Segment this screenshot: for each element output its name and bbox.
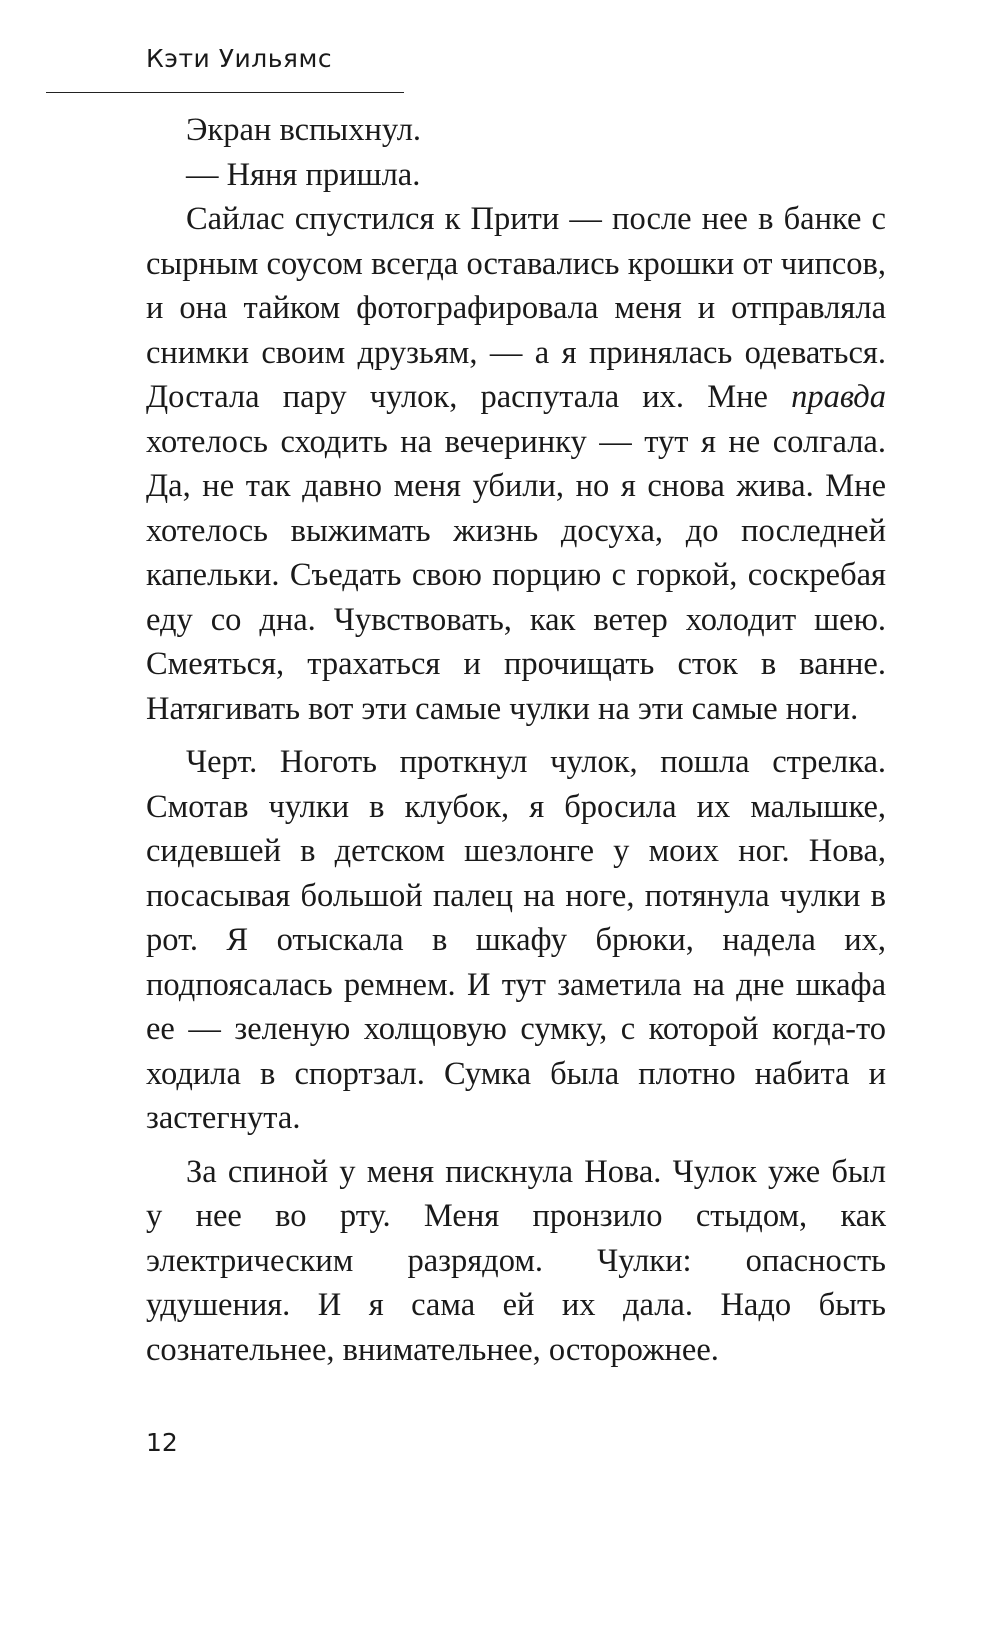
paragraph: Черт. Ноготь проткнул чулок, пошла стрелка. Смотав чулки в клубок, я бросила их малышке, сидевшей в детском шезлонге у моих ног. Нова, посасывая большой палец на ноге, потянула чулки в рот. Я отыскала в шкафу брюки, надела их, подпоясалась ремнем. И тут заметила на дне шкафа ее — зеленую холщовую сумку, с которой когда-то ходила в спортзал. Сумка была плотно набита и застегнута. bbox=[146, 744, 886, 1136]
paragraph: — Няня пришла. bbox=[186, 156, 421, 193]
header-divider bbox=[46, 92, 404, 93]
paragraph-text: Сайлас спустился к Прити — после нее в банке с сырным соусом всегда оставались крошки от чипсов, и она тайком фотографировала меня и отправляла снимки своим друзьям, — а я принялась одеваться. Достала пару чулок, распутала их. Мне bbox=[146, 201, 886, 415]
emphasis-text: правда bbox=[791, 379, 886, 415]
paragraph-text: хотелось сходить на вечеринку — тут я не солгала. Да, не так давно меня убили, но я снова жива. Мне хотелось выжимать жизнь досуха, до последней капельки. Съедать свою порцию с горкой, соскребая еду со дна. Чувствовать, как ветер холодит шею. Смеяться, трахаться и прочищать сток в ванне. Натягивать вот эти самые чулки на эти самые ноги. bbox=[146, 423, 886, 727]
running-head-author: Кэти Уильямс bbox=[146, 44, 333, 73]
body-text bbox=[146, 108, 886, 1372]
paragraph bbox=[146, 197, 886, 731]
paragraph: За спиной у меня пискнула Нова. Чулок уже был у нее во рту. Меня пронзило стыдом, как электрическим разрядом. Чулки: опасность удушения. И я сама ей их дала. Надо быть сознательнее, внимательнее, осторожнее. bbox=[146, 1153, 886, 1368]
page-number: 12 bbox=[146, 1428, 178, 1457]
paragraph: Экран вспыхнул. bbox=[186, 112, 422, 148]
